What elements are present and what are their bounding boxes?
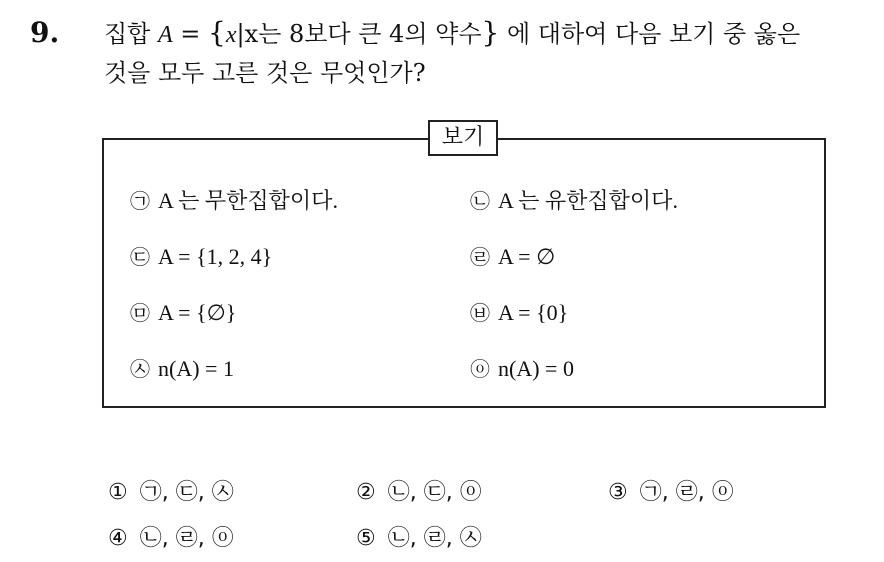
example-item-5 — [130, 298, 236, 329]
answer-choice-1[interactable] — [108, 478, 234, 508]
item-mark: ㉥ — [470, 301, 490, 325]
item-mark: ㉦ — [130, 357, 150, 381]
item-text: A = {∅} — [158, 300, 237, 325]
example-item-8 — [470, 354, 574, 385]
item-mark: ㉡ — [470, 189, 490, 213]
item-text: n(A) = 1 — [158, 356, 234, 381]
equals-sign: = — [172, 20, 209, 48]
question-text-line-2: 것을 모두 고른 것은 무엇인가? — [104, 59, 426, 87]
question-number: 9. — [30, 16, 60, 49]
set-name: A — [158, 22, 173, 48]
question-text-line-1 — [104, 18, 800, 50]
choice-number: ② — [356, 480, 376, 505]
set-bar: | — [236, 20, 245, 48]
choice-number: ③ — [608, 480, 628, 505]
choice-text: ㉡, ㉣, ⓞ — [139, 526, 234, 551]
question-prefix: 집합 — [104, 20, 158, 48]
answer-choice-4[interactable] — [108, 524, 234, 554]
item-text: A = ∅ — [498, 244, 556, 269]
example-item-7 — [130, 354, 234, 385]
choice-text: ㉡, ㉣, ㉦ — [387, 526, 482, 551]
brace-open: { — [208, 16, 226, 49]
item-mark: ㉢ — [130, 245, 150, 269]
item-text: A 는 유한집합이다. — [498, 188, 678, 213]
item-mark: ⓞ — [470, 357, 490, 381]
choice-text: ㉡, ㉢, ⓞ — [387, 480, 482, 505]
brace-close: } — [481, 16, 500, 49]
choice-text: ㉠, ㉢, ㉦ — [139, 480, 234, 505]
example-box-title: 보기 — [428, 120, 498, 156]
question-suffix: 에 대하여 다음 보기 중 옳은 — [499, 20, 801, 48]
item-text: A = {1, 2, 4} — [158, 244, 273, 269]
answer-choice-5[interactable] — [356, 524, 482, 554]
answer-choice-2[interactable] — [356, 478, 482, 508]
example-item-1 — [130, 186, 338, 217]
choice-text: ㉠, ㉣, ⓞ — [639, 480, 734, 505]
set-condition: x는 8보다 큰 4의 약수 — [244, 20, 482, 48]
example-item-4 — [470, 242, 555, 273]
choice-number: ④ — [108, 526, 128, 551]
example-item-6 — [470, 298, 568, 329]
answer-choice-3[interactable] — [608, 478, 734, 508]
choice-number: ⑤ — [356, 526, 376, 551]
set-variable: x — [225, 22, 237, 48]
item-mark: ㉣ — [470, 245, 490, 269]
example-item-2 — [470, 186, 678, 217]
item-text: A 는 무한집합이다. — [158, 188, 338, 213]
choice-number: ① — [108, 480, 128, 505]
item-text: n(A) = 0 — [498, 356, 574, 381]
item-text: A = {0} — [498, 300, 569, 325]
example-item-3 — [130, 242, 272, 273]
item-mark: ㉠ — [130, 189, 150, 213]
item-mark: ㉤ — [130, 301, 150, 325]
